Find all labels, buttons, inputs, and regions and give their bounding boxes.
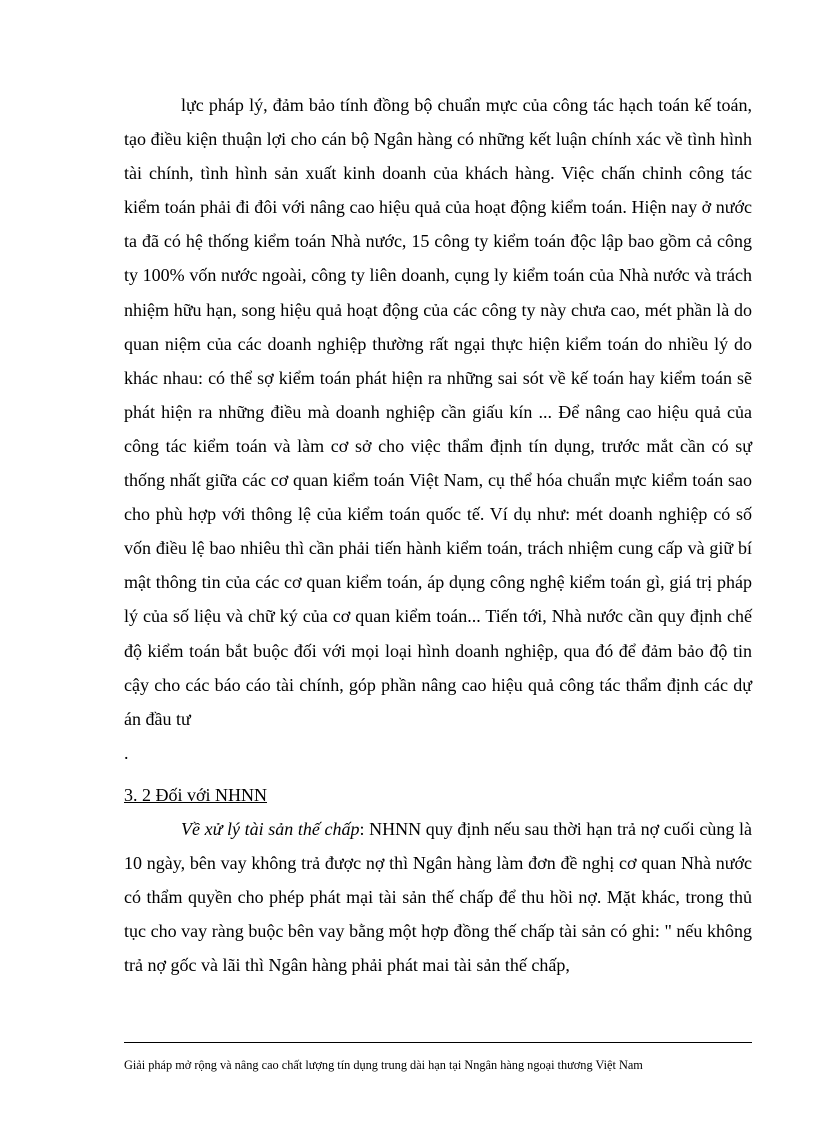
paragraph-1-end: .: [124, 742, 129, 763]
paragraph-2: [124, 812, 752, 982]
paragraph-2-lead: Về xử lý tài sản thế chấp: [181, 818, 360, 839]
paragraph-1: lực pháp lý, đảm bảo tính đồng bộ chuẩn mực của công tác hạch toán kế toán, tạo điều kiện thuận lợi cho cán bộ Ngân hàng có những kết luận chính xác về tình hình tài chính, tình hình sản xuất kinh doanh của khách hàng. Việc chấn chỉnh công tác kiểm toán phải đi đôi với nâng cao hiệu quả của hoạt động kiểm toán. Hiện nay ở nước ta đã có hệ thống kiểm toán Nhà nước, 15 công ty kiểm toán độc lập bao gồm cả công ty 100% vốn nước ngoài, công ty liên doanh, cụng ly kiểm toán của Nhà nước và trách nhiệm hữu hạn, song hiệu quả hoạt động của các công ty này chưa cao, mét phần là do quan niệm của các doanh nghiệp thường rất ngại thực hiện kiểm toán do nhiều lý do khác nhau: có thể sợ kiểm toán phát hiện ra những sai sót về kế toán hay kiểm toán sẽ phát hiện ra những điều mà doanh nghiệp cần giấu kín ... Để nâng cao hiệu quả của công tác kiểm toán và làm cơ sở cho việc thẩm định tín dụng, trước mắt cần có sự thống nhất giữa các cơ quan kiểm toán Việt Nam, cụ thể hóa chuẩn mực kiểm toán sao cho phù hợp với thông lệ của kiểm toán quốc tế. Ví dụ như: mét doanh nghiệp có số vốn điều lệ bao nhiêu thì cần phải tiến hành kiểm toán, trách nhiệm cung cấp và giữ bí mật thông tin của các cơ quan kiểm toán, áp dụng công nghệ kiểm toán gì, giá trị pháp lý của số liệu và chữ ký của cơ quan kiểm toán... Tiến tới, Nhà nước cần quy định chế độ kiểm toán bắt buộc đối với mọi loại hình doanh nghiệp, qua đó để đảm bảo độ tin cậy cho các báo cáo tài chính, góp phần nâng cao hiệu quả công tác thẩm định các dự án đầu tư: [124, 95, 752, 729]
body-text: [124, 88, 752, 982]
footer-text: Giải pháp mở rộng và nâng cao chất lượng tín dụng trung dài hạn tại Nngân hàng ngoại thương Việt Nam: [124, 1058, 643, 1072]
paragraph-2-rest: : NHNN quy định nếu sau thời hạn trả nợ cuối cùng là 10 ngày, bên vay không trả được nợ thì Ngân hàng làm đơn đề nghị cơ quan Nhà nước có thẩm quyền cho phép phát mại tài sản thế chấp để thu hồi nợ. Mặt khác, trong thủ tục cho vay ràng buộc bên vay bằng một hợp đồng thế chấp tài sản có ghi: " nếu không trả nợ gốc và lãi thì Ngân hàng phải phát mai tài sản thế chấp,: [124, 818, 752, 976]
section-heading: 3. 2 Đối với NHNN: [124, 784, 268, 805]
footer-divider: [124, 1042, 752, 1043]
